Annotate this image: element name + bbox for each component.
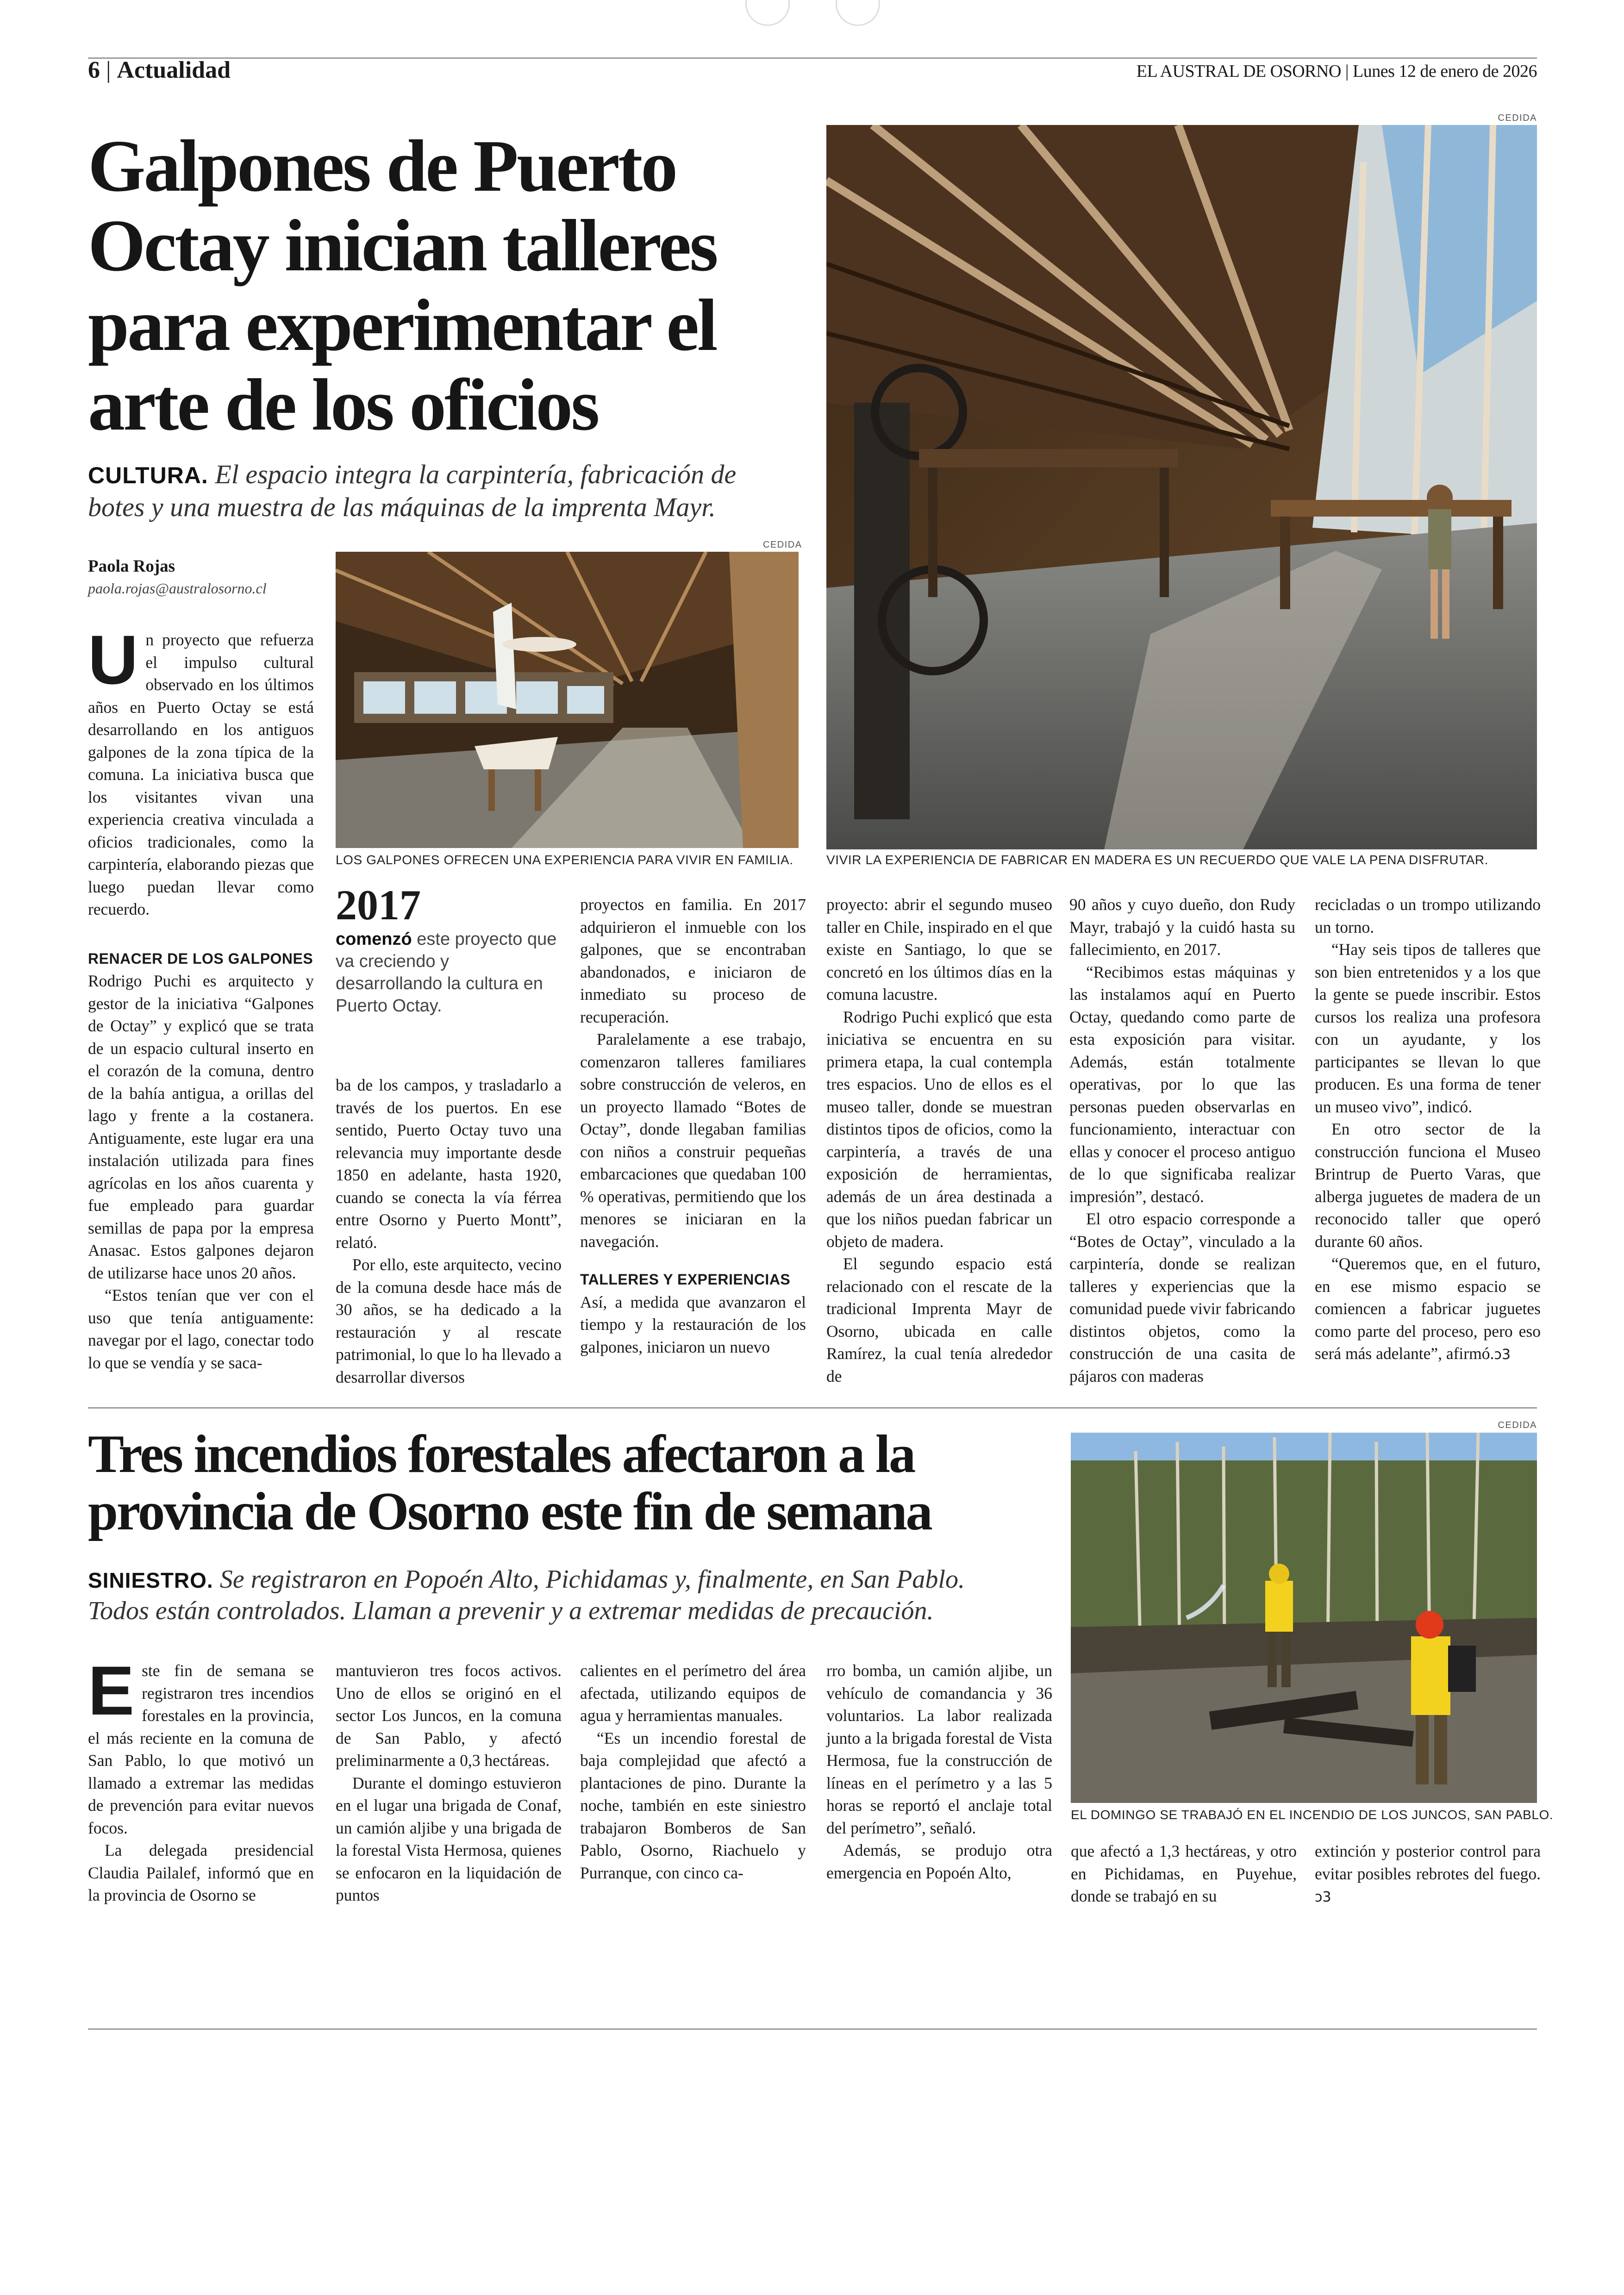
page-number: 6 xyxy=(88,57,100,83)
article2-dropcap: E xyxy=(88,1652,135,1729)
article2-kicker: SINIESTRO. xyxy=(88,1568,213,1592)
galpones-hall-photo xyxy=(336,552,799,848)
highlight-bold: comenzó xyxy=(336,929,412,949)
author-name: Paola Rojas xyxy=(88,557,175,576)
small-photo-caption: LOS GALPONES OFRECEN UNA EXPERIENCIA PARA VIVIR EN FAMILIA. xyxy=(336,853,793,867)
article1-deck: CULTURA. El espacio integra la carpintería, fabricación de botes y una muestra de las máquinas de la imprenta Mayr. xyxy=(88,459,737,522)
article2-deck: SINIESTRO. Se registraron en Popoén Alto, Pichidamas y, finalmente, en San Pablo. Todos están controlados. Llaman a prevenir y a extremar medidas de precaución. xyxy=(88,1565,965,1626)
galpones-hall-illustration xyxy=(336,552,799,848)
article2-column-6: extinción y posterior control para evitar posibles rebrotes del fuego. ↄ3 xyxy=(1315,1842,1541,1905)
highlight-number: 2017 xyxy=(336,881,421,929)
section-name: Actualidad xyxy=(117,57,231,83)
highlight-text: este proyecto que va creciendo y desarrollando la cultura en Puerto Octay. xyxy=(336,929,557,1016)
main-photo-caption: VIVIR LA EXPERIENCIA DE FABRICAR EN MADERA ES UN RECUERDO QUE VALE LA PENA DISFRUTAR. xyxy=(826,853,1489,867)
newspaper-dateline: EL AUSTRAL DE OSORNO | Lunes 12 de enero de 2026 xyxy=(1136,62,1537,81)
workshop-interior-illustration xyxy=(826,125,1537,849)
newspaper-name: EL AUSTRAL DE OSORNO xyxy=(1136,62,1341,81)
article1-column-4: proyectos en familia. En 2017 adquirieron el inmueble con los galpones, que se encontraban abandonados, e iniciaron de inmediato su proceso de recuperación. Paralelamente a ese trabajo, comenzaron talleres familiares sobre construcción de veleros, en un proyecto llamado “Botes de Octay”, donde llegaban familias con niños a construir pequeñas embarcaciones que quedaban 100 % operativas, permitiendo que los menores se iniciaran en la navegación. TALLERES Y EXPERIENCIAS Así, a medida que avanzaron el tiempo y la restauración de los galpones, iniciaron un nuevo xyxy=(580,895,806,1356)
workshop-interior-photo xyxy=(826,125,1537,849)
main-photo-credit: CEDIDA xyxy=(1498,113,1537,123)
fire-photo-credit: CEDIDA xyxy=(1498,1420,1537,1430)
article1-subhead-talleres: TALLERES Y EXPERIENCIAS xyxy=(580,1271,791,1288)
article2-headline: Tres incendios forestales afectaron a la provincia de Osorno este fin de semana xyxy=(88,1424,931,1541)
article1-kicker: CULTURA. xyxy=(88,462,208,488)
article1-column-3: ba de los campos, y trasladarlo a través de los puertos. En ese sentido, Puerto Octay tuvo una relevancia muy importante desde 1850 en adelante, hasta 1920, cuando se conecta la vía férrea entre Osorno y Puerto Montt”, relató. Por ello, este arquitecto, vecino de la comuna desde hace más de 30 años, se ha dedicado a la restauración y al rescate patrimonial, lo que lo ha llevado a desarrollar diversos xyxy=(336,1076,562,1386)
article2-column-4: rro bomba, un camión aljibe, un vehículo de comandancia y 36 voluntarios. La labor realizada junto a la brigada forestal de Vista Hermosa, fue la construcción de líneas en el perímetro y a las 5 horas se reportó el anclaje total del perímetro”, señaló. Además, se produjo otra emergencia en Popoén Alto, xyxy=(826,1661,1052,1882)
article2-column-5: que afectó a 1,3 hectáreas, y otro en Pichidamas, en Puyehue, donde se trabajó en su xyxy=(1071,1842,1297,1905)
header-top-rule xyxy=(88,57,1537,59)
article1-byline xyxy=(88,556,267,597)
article1-headline: Galpones de Puerto Octay inician talleres para experimentar el arte de los oficios xyxy=(88,125,717,446)
article2-column-3: calientes en el perímetro del área afectada, utilizando equipos de agua y herramientas manuales. “Es un incendio forestal de baja complejidad que afectó a plantaciones de pino. Durante la noche, también en este siniestro trabajaron Bomberos de San Pablo, Osorno, Riachuelo y Purranque, con cinco ca- xyxy=(580,1661,806,1882)
scroll-indicator-right-icon[interactable] xyxy=(836,0,880,26)
wildfire-brigade-photo xyxy=(1071,1433,1537,1803)
wildfire-brigade-illustration xyxy=(1071,1433,1537,1803)
article1-column-7: recicladas o un trompo utilizando un torno. “Hay seis tipos de talleres que son bien entretenidos y a los que la gente se puede inscribir. Estos cursos los realiza una profesora con un ayudante, y los participantes se llevan lo que producen. Es una forma de tener un museo vivo”, indicó. En otro sector de la construcción funciona el Museo Brintrup de Puerto Varas, que alberga juguetes de madera de un reconocido taller que operó durante 60 años. “Queremos que, en el futuro, en ese mismo espacio se comiencen a fabricar juguetes como parte del proceso, pero eso será más adelante”, afirmó.ↄ3 xyxy=(1315,895,1541,1363)
issue-date: Lunes 12 de enero de 2026 xyxy=(1353,62,1537,81)
scroll-indicator-left-icon[interactable] xyxy=(745,0,790,26)
page-section-label: 6 | Actualidad xyxy=(88,57,231,83)
article1-dropcap: U xyxy=(88,621,138,698)
article-end-icon: ↄ3 xyxy=(1494,1347,1511,1363)
article1-column-5: proyecto: abrir el segundo museo taller en Chile, inspirado en el que existe en Santiago, lo que se concretó en los últimos días en la comuna lacustre. Rodrigo Puchi explicó que esta iniciativa se encuentra en su primera etapa, la cual contempla tres espacios. Uno de ellos es el museo taller, donde se muestran distintos tipos de oficios, como la carpintería, a través de una exposición de herramientas, además de un área destinada a que los niños puedan fabricar un objeto de madera. El segundo espacio está relacionado con el rescate de la tradicional Imprenta Mayr de Osorno, ubicada en calle Ramírez, la cual tenía alrededor de xyxy=(826,895,1052,1385)
article2-column-1: Este fin de semana se registraron tres incendios forestales en la provincia, el más reciente en la comuna de San Pablo, lo que motivó un llamado a extremar las medidas de prevención para evitar nuevos focos. La delegada presidencial Claudia Pailalef, informó que en la provincia de Osorno se xyxy=(88,1652,314,1904)
fire-photo-caption: EL DOMINGO SE TRABAJÓ EN EL INCENDIO DE LOS JUNCOS, SAN PABLO. xyxy=(1071,1808,1554,1822)
page-bottom-rule xyxy=(88,2028,1537,2030)
article2-end-icon: ↄ3 xyxy=(1315,1889,1331,1905)
article1-column-6: 90 años y cuyo dueño, don Rudy Mayr, trabajó y la cuidó hasta su fallecimiento, en 2017. “Recibimos estas máquinas y las instalamos aquí en Puerto Octay, quedando como parte de esta exposición para visitar. Además, están totalmente operativas, por lo que las personas pueden observarlas en funcionamiento, interactuar con ellas y conocer el proceso antiguo de lo que significaba realizar impresión”, destacó. El otro espacio corresponde a “Botes de Octay”, vinculado a la carpintería, donde se realizan talleres y experiencias que la comunidad puede vivir fabricando distintos objetos, como la construcción de una casita de pájaros con maderas xyxy=(1069,895,1295,1385)
small-photo-credit: CEDIDA xyxy=(763,540,802,550)
article2-column-2: mantuvieron tres focos activos. Uno de ellos se originó en el sector Los Juncos, en la comuna de San Pablo, y afectó preliminarmente a 0,3 hectáreas. Durante el domingo estuvieron en el lugar una brigada de Conaf, un camión aljibe y una brigada de la forestal Vista Hermosa, quienes se enfocaron en la liquidación de puntos xyxy=(336,1661,562,1904)
highlight-box xyxy=(336,882,558,1017)
article-divider xyxy=(88,1407,1537,1409)
article1-subhead-renacer: RENACER DE LOS GALPONES xyxy=(88,950,313,967)
article1-column-1: Un proyecto que refuerza el impulso cultural observado en los últimos años en Puerto Octay se está desarrollando en los antiguos galpones de la zona típica de la comuna. La iniciativa busca que los visitantes vivan una experiencia creativa vinculada a oficios tradicionales, como la carpintería, elaborando piezas que luego puedan llevar como recuerdo. RENACER DE LOS GALPONES Rodrigo Puchi es arquitecto y gestor de la iniciativa “Galpones de Octay” y explicó que se trata de un espacio cultural inserto en el corazón de la comuna, dentro de la bahía antigua, a orillas del lago y frente a la costanera. Antiguamente, este lugar era una instalación utilizada para fines agrícolas en los años cuarenta y fue empleado para guardar semillas de papa por la empresa Anasac. Estos galpones dejaron de utilizarse hace unos 20 años. “Estos tenían que ver con el uso que tenía antiguamente: navegar por el lago, conectar todo lo que se vendía y se saca- xyxy=(88,621,314,1372)
author-email[interactable]: paola.rojas@australosorno.cl xyxy=(88,580,267,597)
